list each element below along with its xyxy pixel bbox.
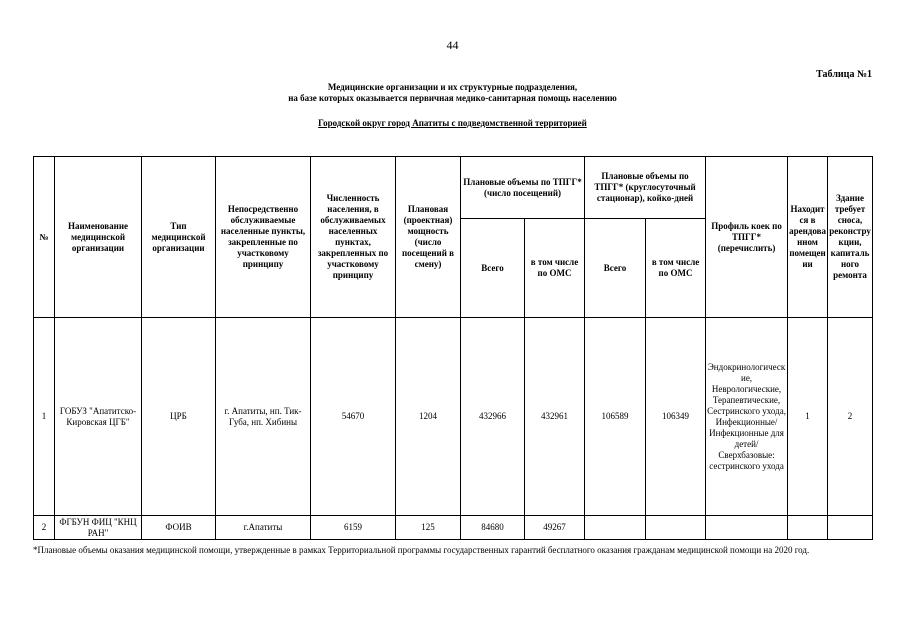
header-visits-oms: в том числе по ОМС xyxy=(525,219,585,318)
header-beds-total: Всего xyxy=(585,219,646,318)
visits-total: 84680 xyxy=(461,516,525,540)
title-line-1: Медицинские организации и их структурные подразделения, xyxy=(327,82,578,92)
beds-total: 106589 xyxy=(585,318,646,516)
capacity: 1204 xyxy=(396,318,461,516)
organizations-table xyxy=(33,156,873,540)
beds-total xyxy=(585,516,646,540)
row-num: 2 xyxy=(34,516,55,540)
capacity: 125 xyxy=(396,516,461,540)
demolition: 2 xyxy=(828,318,873,516)
visits-oms: 432961 xyxy=(525,318,585,516)
visits-total: 432966 xyxy=(461,318,525,516)
population: 54670 xyxy=(311,318,396,516)
table-row xyxy=(34,516,873,540)
page-number: 44 xyxy=(446,38,459,52)
header-settlements: Непосредственно обслуживаемые населенные пункты, закрепленные по участковому принципу xyxy=(216,157,311,318)
settlements: г. Апатиты, нп. Тик-Губа, нп. Хибины xyxy=(216,318,311,516)
org-type: ФОИВ xyxy=(142,516,216,540)
district-subtitle: Городской округ город Апатиты с подведомственной территорией xyxy=(318,118,587,128)
population: 6159 xyxy=(311,516,396,540)
header-capacity: Плановая (проектная) мощность (число посещений в смену) xyxy=(396,157,461,318)
header-type: Тип медицинской организации xyxy=(142,157,216,318)
demolition xyxy=(828,516,873,540)
header-num: № xyxy=(34,157,55,318)
header-name: Наименование медицинской организации xyxy=(55,157,142,318)
header-visits-total: Всего xyxy=(461,219,525,318)
row-num: 1 xyxy=(34,318,55,516)
document-title xyxy=(0,82,905,104)
header-profile: Профиль коек по ТПГГ* (перечислить) xyxy=(706,157,788,318)
beds-oms xyxy=(646,516,706,540)
header-beds: Плановые объемы по ТПГГ* (круглосуточный стационар), койко-дней xyxy=(585,157,706,219)
rented xyxy=(788,516,828,540)
org-name: ГОБУЗ "Апатитско-Кировская ЦГБ" xyxy=(55,318,142,516)
org-type: ЦРБ xyxy=(142,318,216,516)
org-name: ФГБУН ФИЦ "КНЦ РАН" xyxy=(55,516,142,540)
beds-oms: 106349 xyxy=(646,318,706,516)
header-population: Численность населения, в обслуживаемых населенных пунктах, закрепленных по участковому принципу xyxy=(311,157,396,318)
table-row xyxy=(34,318,873,516)
header-visits: Плановые объемы по ТПГГ* (число посещений) xyxy=(461,157,585,219)
rented: 1 xyxy=(788,318,828,516)
header-demolition: Здание требует сноса, реконструкции, капитального ремонта xyxy=(828,157,873,318)
visits-oms: 49267 xyxy=(525,516,585,540)
header-rented: Находится в арендованном помещении xyxy=(788,157,828,318)
header-beds-oms: в том числе по ОМС xyxy=(646,219,706,318)
footnote: *Плановые объемы оказания медицинской помощи, утвержденные в рамках Территориальной программы государственных гарантий бесплатного оказания гражданам медицинской помощи на 2020 год. xyxy=(33,545,810,555)
bed-profile xyxy=(706,516,788,540)
table-label: Таблица №1 xyxy=(816,69,872,80)
bed-profile: Эндокринологические, Неврологические, Терапевтические, Сестринского ухода, Инфекционные/ Инфекционные для детей/ Сверхбазовые: сестринского ухода xyxy=(706,318,788,516)
settlements: г.Апатиты xyxy=(216,516,311,540)
title-line-2: на базе которых оказывается первичная медико-санитарная помощь населению xyxy=(288,93,617,103)
